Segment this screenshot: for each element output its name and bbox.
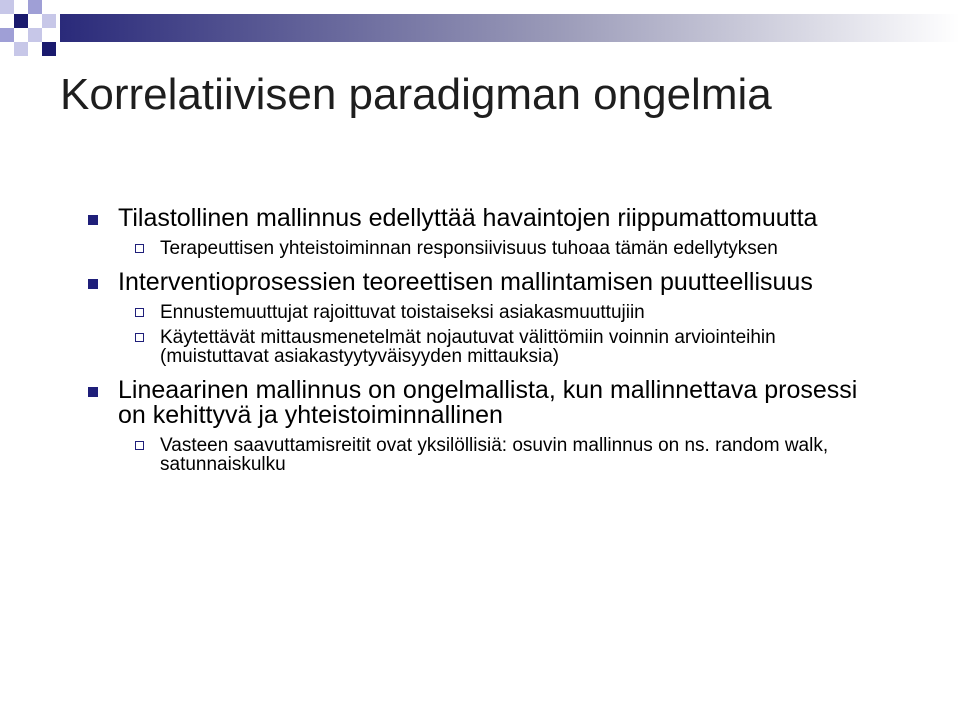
bullet-item <box>88 206 868 258</box>
square-bullet-icon <box>88 215 98 225</box>
sub-bullet-item <box>118 239 868 258</box>
bullet-text: Tilastollinen mallinnus edellyttää havaintojen riippumattomuutta <box>118 204 818 232</box>
gradient-band <box>60 14 960 42</box>
deco-square <box>14 42 28 56</box>
sub-bullet-text: Ennustemuuttujat rajoittuvat toistaiseksi asiakasmuuttujiin <box>160 302 645 323</box>
bullet-item <box>88 378 868 474</box>
deco-square <box>14 14 28 28</box>
sub-list <box>118 303 868 366</box>
sub-list <box>118 436 868 474</box>
slide-title: Korrelatiivisen paradigman ongelmia <box>60 70 772 119</box>
header-decoration <box>0 0 960 60</box>
sub-bullet-text: Käytettävät mittausmenetelmät nojautuvat välittömiin voinnin arviointeihin (muistuttavat asiakastyytyväisyyden mittauksia) <box>160 327 776 367</box>
deco-square <box>28 0 42 14</box>
hollow-square-bullet-icon <box>135 308 144 317</box>
deco-square <box>28 28 42 42</box>
bullet-list <box>88 206 868 474</box>
sub-bullet-text: Terapeuttisen yhteistoiminnan responsiivisuus tuhoaa tämän edellytyksen <box>160 238 778 259</box>
square-bullet-icon <box>88 387 98 397</box>
sub-list <box>118 239 868 258</box>
bullet-item <box>88 270 868 366</box>
sub-bullet-item <box>118 436 868 474</box>
deco-square <box>0 0 14 14</box>
deco-square <box>42 42 56 56</box>
deco-square <box>42 14 56 28</box>
sub-bullet-text: Vasteen saavuttamisreitit ovat yksilöllisiä: osuvin mallinnus on ns. random walk, satunnaiskulku <box>160 435 829 475</box>
sub-bullet-item <box>118 303 868 322</box>
square-bullet-icon <box>88 279 98 289</box>
bullet-text: Interventioprosessien teoreettisen mallintamisen puutteellisuus <box>118 268 813 296</box>
deco-square <box>0 28 14 42</box>
hollow-square-bullet-icon <box>135 333 144 342</box>
hollow-square-bullet-icon <box>135 244 144 253</box>
hollow-square-bullet-icon <box>135 441 144 450</box>
bullet-text: Lineaarinen mallinnus on ongelmallista, kun mallinnettava prosessi on kehittyvä ja yhteistoiminnallinen <box>118 376 858 429</box>
sub-bullet-item <box>118 328 868 366</box>
